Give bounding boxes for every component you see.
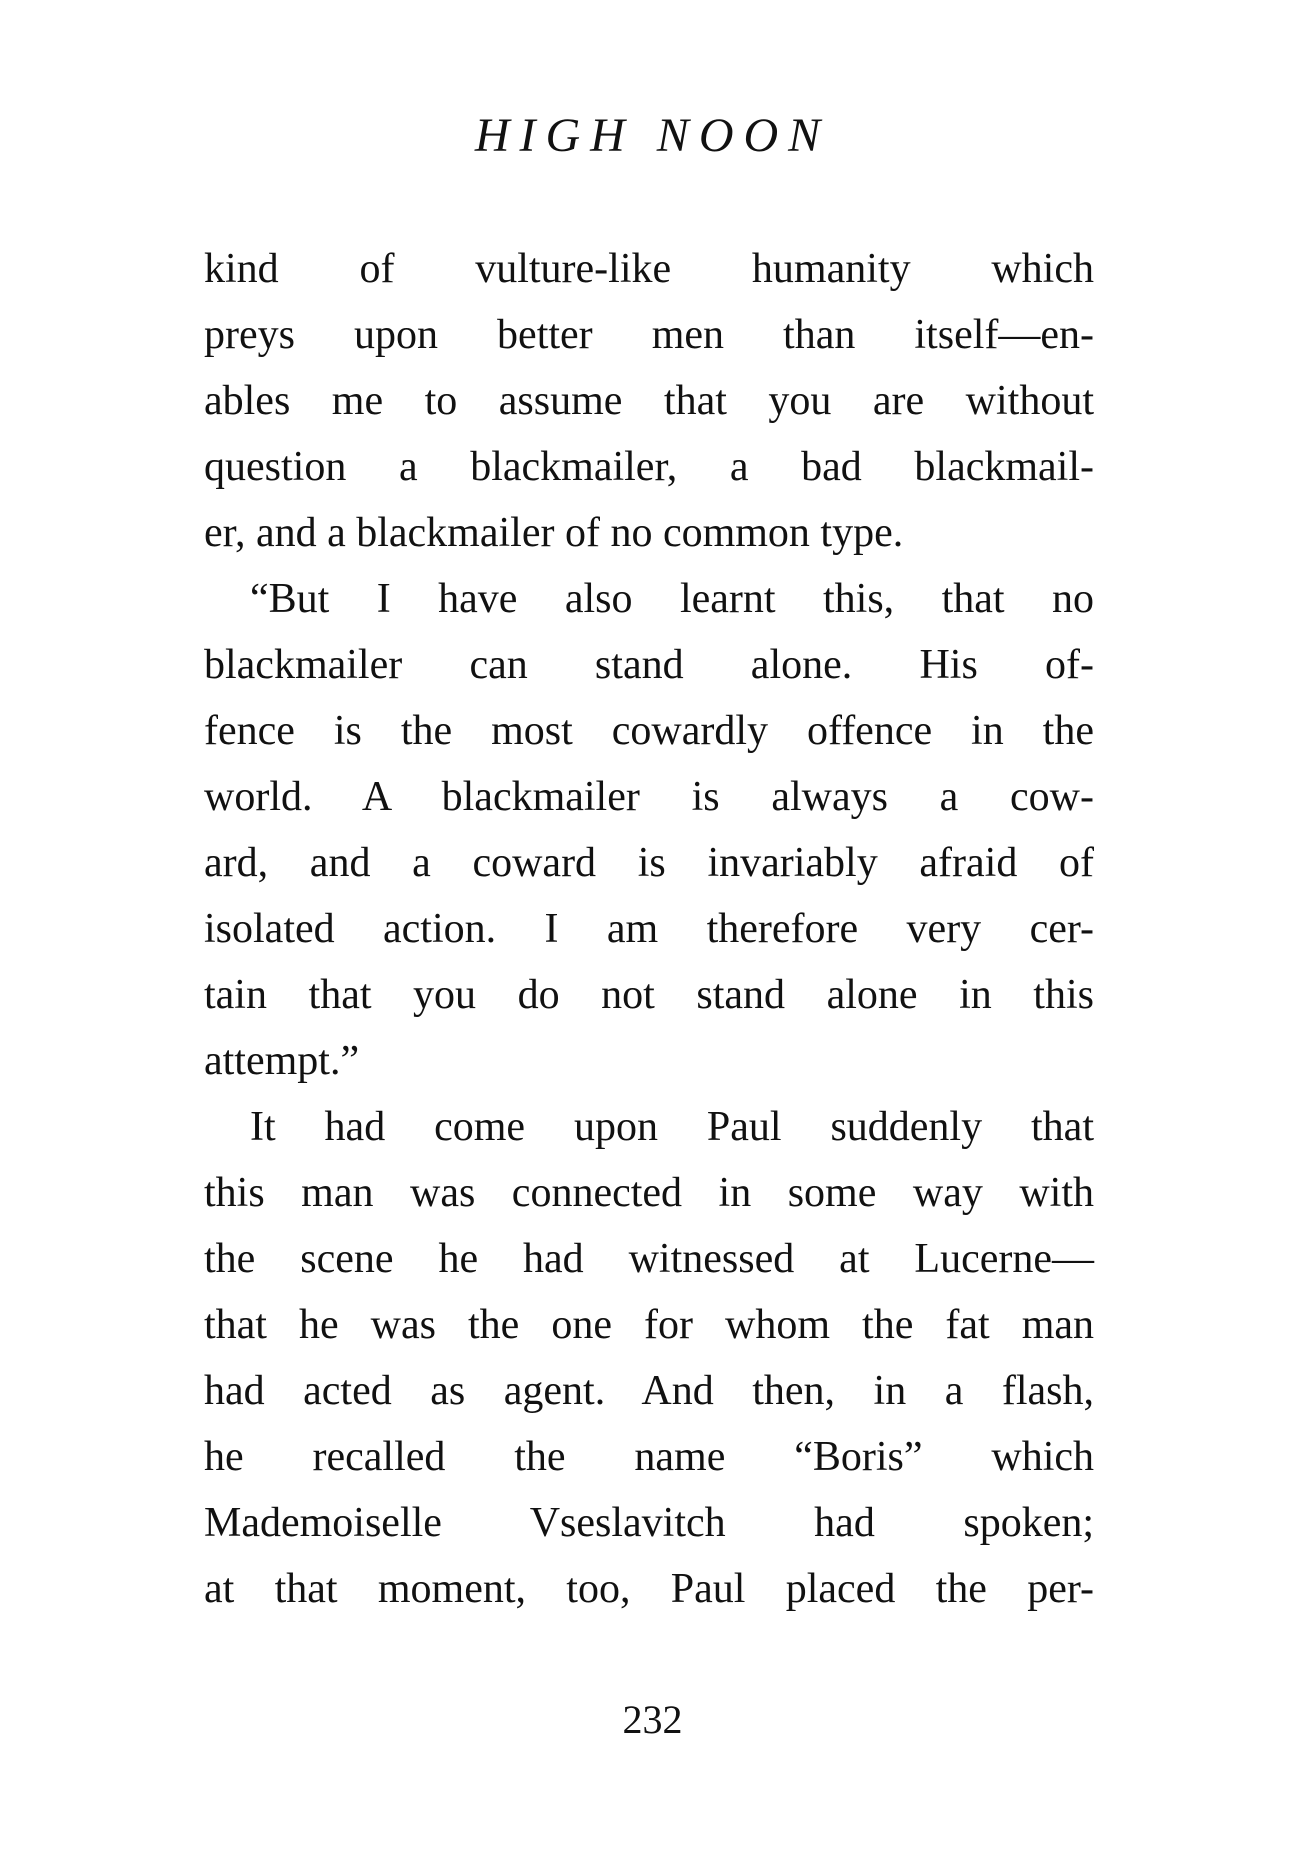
text-line: that he was the one for whom the fat man <box>204 1302 1094 1348</box>
text-line: kind of vulture-like humanity which <box>204 246 1094 292</box>
text-line: blackmailer can stand alone. His of- <box>204 642 1094 688</box>
text-line: fence is the most cowardly offence in the <box>204 708 1094 754</box>
running-head: HIGH NOON <box>474 109 831 162</box>
text-line: ard, and a coward is invariably afraid of <box>204 840 1094 886</box>
text-line: this man was connected in some way with <box>204 1170 1094 1216</box>
paragraph-start-line: It had come upon Paul suddenly that <box>250 1104 1094 1150</box>
paragraph-start-line: “But I have also learnt this, that no <box>250 576 1094 622</box>
text-line: Mademoiselle Vseslavitch had spoken; <box>204 1500 1094 1546</box>
text-line: the scene he had witnessed at Lucerne— <box>204 1236 1094 1282</box>
text-line: ables me to assume that you are without <box>204 378 1094 424</box>
text-line: world. A blackmailer is always a cow- <box>204 774 1094 820</box>
text-line: attempt.” <box>204 1038 360 1084</box>
text-line: question a blackmailer, a bad blackmail- <box>204 444 1094 490</box>
text-line: at that moment, too, Paul placed the per- <box>204 1566 1094 1612</box>
text-line: preys upon better men than itself—en- <box>204 312 1094 358</box>
text-line: he recalled the name “Boris” which <box>204 1434 1094 1480</box>
page-number: 232 <box>622 1697 683 1742</box>
text-line: tain that you do not stand alone in this <box>204 972 1094 1018</box>
body-text <box>204 236 1094 1622</box>
text-line: isolated action. I am therefore very cer- <box>204 906 1094 952</box>
text-line: er, and a blackmailer of no common type. <box>204 510 904 556</box>
text-line: had acted as agent. And then, in a flash, <box>204 1368 1094 1414</box>
